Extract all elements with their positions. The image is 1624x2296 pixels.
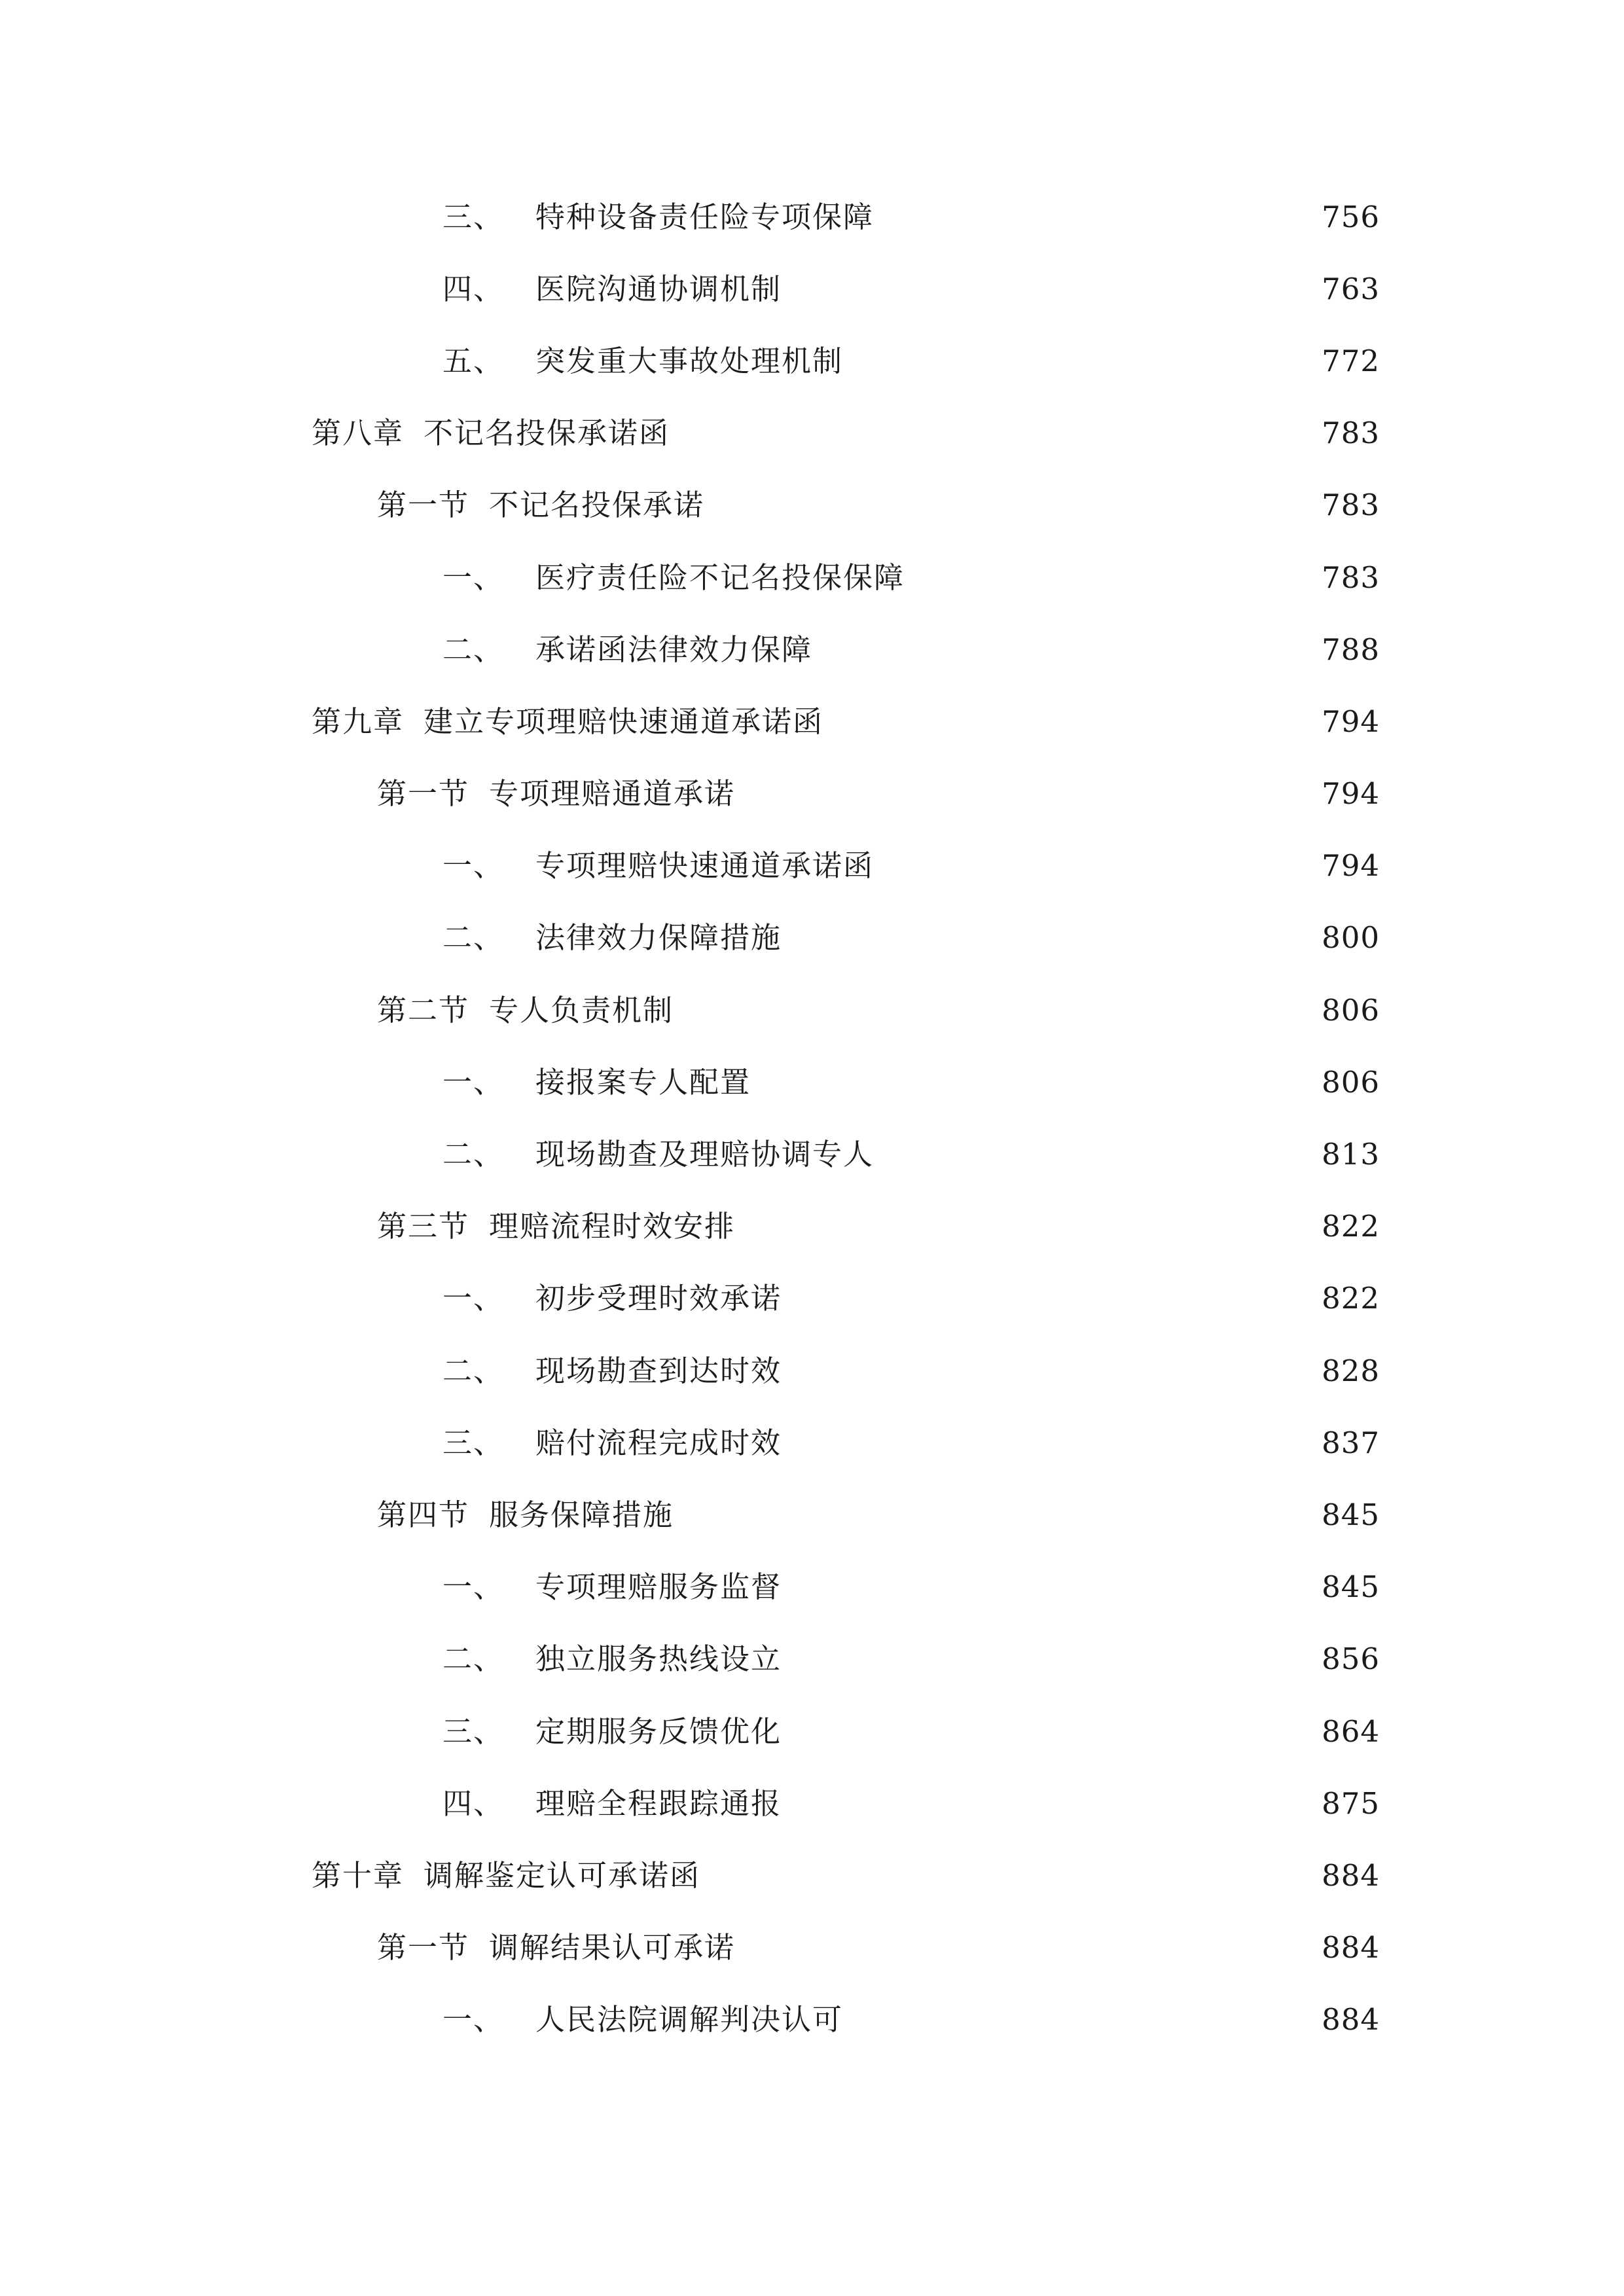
toc-dot-leader <box>791 1789 1303 1818</box>
toc-entry[interactable] <box>0 1839 1624 1911</box>
toc-entry-number: 第一节 <box>377 776 470 812</box>
toc-dot-leader <box>833 707 1303 736</box>
toc-entry-number: 第一节 <box>377 1930 470 1965</box>
toc-entry-label <box>442 632 813 667</box>
toc-entry-label <box>312 1857 701 1893</box>
toc-entry-number: 一、 <box>442 848 505 884</box>
toc-entry-title: 突发重大事故处理机制 <box>535 343 844 378</box>
toc-dot-leader <box>744 1211 1303 1241</box>
toc-entry-label <box>442 343 844 378</box>
toc-entry[interactable] <box>0 1335 1624 1407</box>
toc-entry-page: 884 <box>1322 1930 1380 1965</box>
toc-entry-page: 794 <box>1322 848 1380 884</box>
toc-entry-page: 884 <box>1322 1857 1380 1893</box>
table-of-contents <box>0 181 1624 2056</box>
toc-entry[interactable] <box>0 1551 1624 1623</box>
toc-entry-page: 800 <box>1322 920 1380 956</box>
toc-entry-label <box>442 848 875 884</box>
toc-entry-number: 一、 <box>442 1064 505 1100</box>
toc-entry-number: 第四节 <box>377 1497 470 1532</box>
toc-entry-label <box>442 1137 875 1172</box>
toc-entry-page: 794 <box>1322 704 1380 739</box>
toc-dot-leader <box>791 1717 1303 1746</box>
toc-entry-page: 875 <box>1322 1785 1380 1821</box>
toc-entry-number: 二、 <box>442 920 505 956</box>
toc-entry-page: 864 <box>1322 1713 1380 1749</box>
toc-entry[interactable] <box>0 1263 1624 1335</box>
toc-entry[interactable] <box>0 1912 1624 1984</box>
toc-entry-page: 783 <box>1322 416 1380 451</box>
toc-entry-title: 调解鉴定认可承诺函 <box>424 1857 701 1893</box>
toc-dot-leader <box>791 1428 1303 1458</box>
toc-entry[interactable] <box>0 685 1624 757</box>
toc-entry-title: 定期服务反馈优化 <box>535 1713 782 1749</box>
toc-entry[interactable] <box>0 1118 1624 1190</box>
toc-entry-page: 783 <box>1322 560 1380 595</box>
toc-dot-leader <box>713 490 1303 520</box>
toc-entry-label <box>312 704 824 739</box>
toc-entry-title: 建立专项理赔快速通道承诺函 <box>424 704 824 739</box>
toc-entry-title: 法律效力保障措施 <box>535 920 782 956</box>
toc-entry[interactable] <box>0 253 1624 325</box>
toc-entry-page: 828 <box>1322 1353 1380 1388</box>
toc-entry-number: 五、 <box>442 343 505 378</box>
toc-entry-number: 三、 <box>442 1713 505 1749</box>
toc-entry[interactable] <box>0 541 1624 613</box>
toc-entry[interactable] <box>0 1984 1624 2056</box>
toc-entry-label <box>377 1209 736 1244</box>
toc-entry-page: 822 <box>1322 1281 1380 1316</box>
toc-entry-label <box>442 1353 782 1388</box>
toc-entry[interactable] <box>0 1191 1624 1263</box>
toc-entry-title: 专项理赔通道承诺 <box>489 776 736 812</box>
toc-entry-title: 现场勘查及理赔协调专人 <box>535 1137 875 1172</box>
toc-entry-label <box>442 1713 782 1749</box>
toc-entry-label <box>442 199 875 234</box>
toc-entry-number: 四、 <box>442 1785 505 1821</box>
toc-entry-label <box>442 1641 782 1677</box>
toc-dot-leader <box>791 923 1303 952</box>
toc-entry-label <box>377 1497 674 1532</box>
toc-entry-title: 接报案专人配置 <box>535 1064 751 1100</box>
toc-entry-title: 现场勘查到达时效 <box>535 1353 782 1388</box>
toc-entry-label <box>442 1785 782 1821</box>
toc-entry-title: 医疗责任险不记名投保保障 <box>535 560 905 595</box>
toc-entry-number: 二、 <box>442 1137 505 1172</box>
toc-entry-title: 专人负责机制 <box>489 992 674 1028</box>
toc-entry-page: 822 <box>1322 1209 1380 1244</box>
toc-entry-title: 专项理赔服务监督 <box>535 1570 782 1605</box>
toc-entry-label <box>442 1570 782 1605</box>
toc-dot-leader <box>744 779 1303 808</box>
toc-entry-page: 806 <box>1322 1064 1380 1100</box>
toc-entry-page: 788 <box>1322 632 1380 667</box>
toc-entry-number: 一、 <box>442 1281 505 1316</box>
toc-dot-leader <box>914 563 1303 592</box>
toc-dot-leader <box>791 1283 1303 1313</box>
toc-entry-number: 四、 <box>442 271 505 306</box>
toc-entry[interactable] <box>0 830 1624 902</box>
toc-dot-leader <box>883 202 1303 232</box>
toc-entry-title: 独立服务热线设立 <box>535 1641 782 1677</box>
toc-entry-title: 不记名投保承诺 <box>489 488 705 523</box>
toc-dot-leader <box>852 346 1303 376</box>
toc-dot-leader <box>791 274 1303 304</box>
toc-entry[interactable] <box>0 1623 1624 1695</box>
toc-entry-page: 845 <box>1322 1570 1380 1605</box>
toc-entry-title: 初步受理时效承诺 <box>535 1281 782 1316</box>
toc-dot-leader <box>710 1861 1303 1890</box>
toc-entry-title: 理赔流程时效安排 <box>489 1209 736 1244</box>
toc-entry-page: 884 <box>1322 2002 1380 2037</box>
toc-entry-title: 理赔全程跟踪通报 <box>535 1785 782 1821</box>
toc-entry-label <box>442 2002 844 2037</box>
toc-entry-page: 806 <box>1322 992 1380 1028</box>
toc-entry-label <box>377 1930 736 1965</box>
toc-entry-number: 二、 <box>442 1353 505 1388</box>
toc-entry-label <box>442 1281 782 1316</box>
toc-entry[interactable] <box>0 758 1624 830</box>
toc-entry[interactable] <box>0 469 1624 541</box>
toc-entry[interactable] <box>0 1767 1624 1839</box>
toc-entry-number: 一、 <box>442 560 505 595</box>
toc-dot-leader <box>852 2005 1303 2034</box>
toc-dot-leader <box>791 1356 1303 1386</box>
toc-entry-label <box>377 776 736 812</box>
toc-dot-leader <box>791 1572 1303 1602</box>
toc-entry-title: 特种设备责任险专项保障 <box>535 199 875 234</box>
toc-entry[interactable] <box>0 613 1624 685</box>
toc-entry-page: 783 <box>1322 488 1380 523</box>
toc-entry-number: 第九章 <box>312 704 405 739</box>
toc-entry-title: 专项理赔快速通道承诺函 <box>535 848 875 884</box>
toc-entry-label <box>442 1064 751 1100</box>
toc-entry-label <box>442 920 782 956</box>
toc-entry-number: 第一节 <box>377 488 470 523</box>
toc-dot-leader <box>683 996 1303 1025</box>
toc-entry-page: 845 <box>1322 1497 1380 1532</box>
toc-entry-number: 三、 <box>442 199 505 234</box>
toc-entry[interactable] <box>0 1407 1624 1479</box>
toc-entry[interactable] <box>0 397 1624 469</box>
toc-entry-label <box>312 416 670 451</box>
toc-entry-number: 一、 <box>442 1570 505 1605</box>
toc-dot-leader <box>683 1500 1303 1530</box>
toc-entry-number: 二、 <box>442 632 505 667</box>
toc-entry-title: 赔付流程完成时效 <box>535 1425 782 1460</box>
toc-entry-page: 856 <box>1322 1641 1380 1677</box>
toc-entry[interactable] <box>0 181 1624 253</box>
toc-entry-number: 二、 <box>442 1641 505 1677</box>
toc-entry-number: 第十章 <box>312 1857 405 1893</box>
toc-entry-title: 调解结果认可承诺 <box>489 1930 736 1965</box>
toc-dot-leader <box>821 635 1303 664</box>
toc-entry[interactable] <box>0 974 1624 1046</box>
toc-entry-page: 756 <box>1322 199 1380 234</box>
toc-entry-number: 三、 <box>442 1425 505 1460</box>
toc-entry-title: 人民法院调解判决认可 <box>535 2002 844 2037</box>
toc-entry-number: 一、 <box>442 2002 505 2037</box>
toc-entry[interactable] <box>0 325 1624 397</box>
toc-entry-page: 772 <box>1322 343 1380 378</box>
toc-dot-leader <box>760 1067 1303 1097</box>
toc-entry-label <box>442 271 782 306</box>
toc-entry-label <box>442 1425 782 1460</box>
toc-entry-label <box>377 488 705 523</box>
toc-entry-number: 第三节 <box>377 1209 470 1244</box>
toc-entry-page: 794 <box>1322 776 1380 812</box>
toc-entry-page: 813 <box>1322 1137 1380 1172</box>
toc-dot-leader <box>883 1139 1303 1169</box>
toc-entry-number: 第二节 <box>377 992 470 1028</box>
toc-entry[interactable] <box>0 902 1624 974</box>
toc-entry[interactable] <box>0 1479 1624 1551</box>
toc-entry-title: 承诺函法律效力保障 <box>535 632 813 667</box>
toc-entry-label <box>377 992 674 1028</box>
toc-entry-number: 第八章 <box>312 416 405 451</box>
toc-entry-title: 医院沟通协调机制 <box>535 271 782 306</box>
toc-entry-label <box>442 560 905 595</box>
toc-dot-leader <box>679 418 1303 448</box>
toc-entry-page: 837 <box>1322 1425 1380 1460</box>
toc-dot-leader <box>791 1644 1303 1674</box>
toc-entry-title: 不记名投保承诺函 <box>424 416 670 451</box>
toc-dot-leader <box>883 851 1303 880</box>
toc-entry[interactable] <box>0 1695 1624 1767</box>
toc-entry-page: 763 <box>1322 271 1380 306</box>
toc-entry-title: 服务保障措施 <box>489 1497 674 1532</box>
toc-entry[interactable] <box>0 1046 1624 1118</box>
toc-dot-leader <box>744 1933 1303 1962</box>
